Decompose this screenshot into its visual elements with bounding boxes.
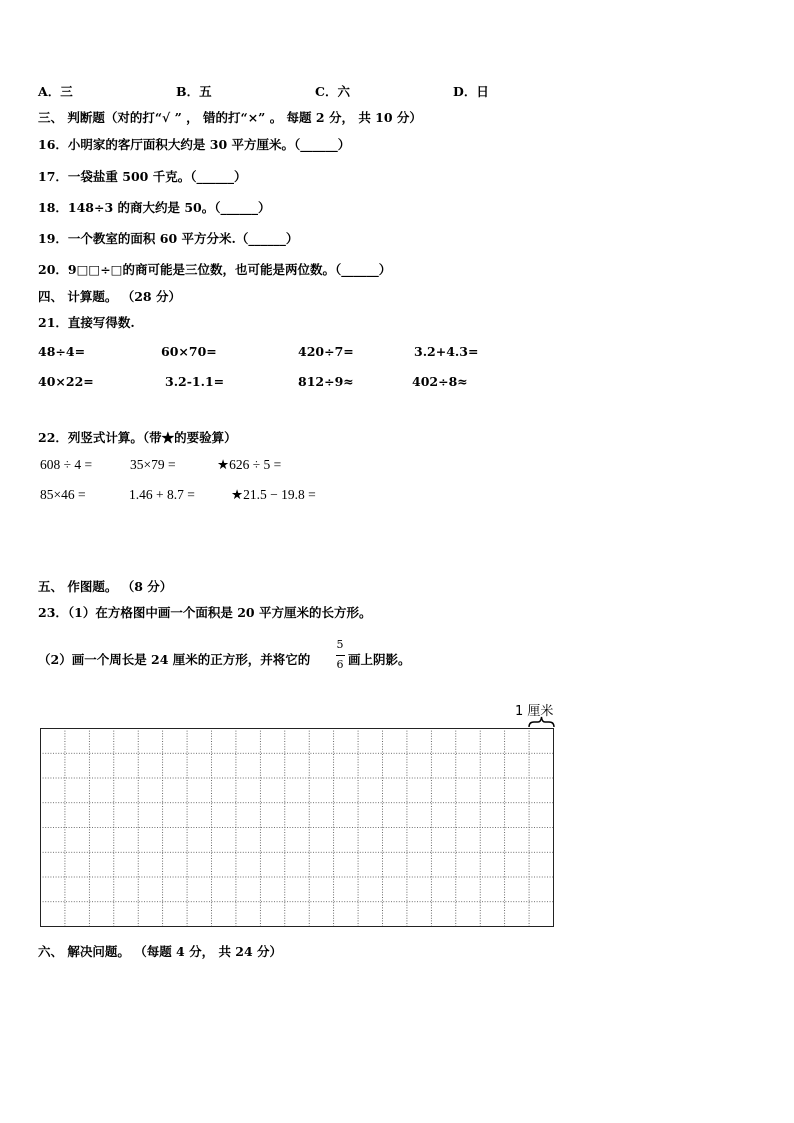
question-21: 21．直接写得数. <box>38 315 135 330</box>
vertical-calc-item: ★21.5 − 19.8 = <box>231 487 316 502</box>
vertical-calc-item: ★626 ÷ 5 = <box>217 457 282 472</box>
oral-calc-item: 48÷4= <box>38 344 86 359</box>
vertical-calc-item: 608 ÷ 4 = <box>40 457 93 472</box>
oral-calc-item: 420÷7= <box>298 344 354 359</box>
option-c: C．六 <box>315 84 350 99</box>
oral-calc-item: 3.2-1.1= <box>165 374 225 389</box>
question-23-part1: 23．（1）在方格图中画一个面积是 20 平方厘米的长方形。 <box>38 605 372 620</box>
option-b: B．五 <box>176 84 212 99</box>
question-19: 19．一个教室的面积 60 平方分米.（______） <box>38 231 299 246</box>
scale-label: 1 厘米 <box>515 704 554 719</box>
section4-title: 四、 计算题。 （28 分） <box>38 289 181 304</box>
vertical-calc-item: 1.46 + 8.7 = <box>129 487 195 502</box>
section5-title: 五、 作图题。 （8 分） <box>38 579 173 594</box>
oral-calc-item: 3.2+4.3= <box>414 344 479 359</box>
drawing-grid[interactable] <box>40 728 554 927</box>
question-17: 17．一袋盐重 500 千克。（______） <box>38 169 247 184</box>
question-22: 22．列竖式计算。（带★的要验算） <box>38 430 237 445</box>
oral-calc-item: 60×70= <box>161 344 217 359</box>
fraction-numerator: 5 <box>336 638 344 651</box>
question-18: 18．148÷3 的商大约是 50。（______） <box>38 200 271 215</box>
oral-calc-item: 812÷9≈ <box>298 374 354 389</box>
question-16: 16．小明家的客厅面积大约是 30 平方厘米。（______） <box>38 137 351 152</box>
option-d: D．日 <box>453 84 489 99</box>
vertical-calc-item: 35×79 = <box>130 457 176 472</box>
scale-brace-icon <box>528 715 556 729</box>
fraction-denominator: 6 <box>336 658 344 671</box>
section3-title: 三、 判断题（对的打“√ ” ， 错的打“×” 。 每题 2 分， 共 10 分） <box>38 110 422 125</box>
oral-calc-item: 402÷8≈ <box>412 374 468 389</box>
oral-calc-item: 40×22= <box>38 374 94 389</box>
question-20: 20．9□□÷□的商可能是三位数，也可能是两位数。（______） <box>38 262 392 277</box>
question-23-part2-end: 画上阴影。 <box>348 652 411 667</box>
option-a: A．三 <box>38 84 73 99</box>
section6-title: 六、 解决问题。 （每题 4 分， 共 24 分） <box>38 944 283 959</box>
vertical-calc-item: 85×46 = <box>40 487 86 502</box>
fraction-bar <box>336 655 345 656</box>
question-23-part2: （2）画一个周长是 24 厘米的正方形，并将它的 <box>38 652 311 667</box>
